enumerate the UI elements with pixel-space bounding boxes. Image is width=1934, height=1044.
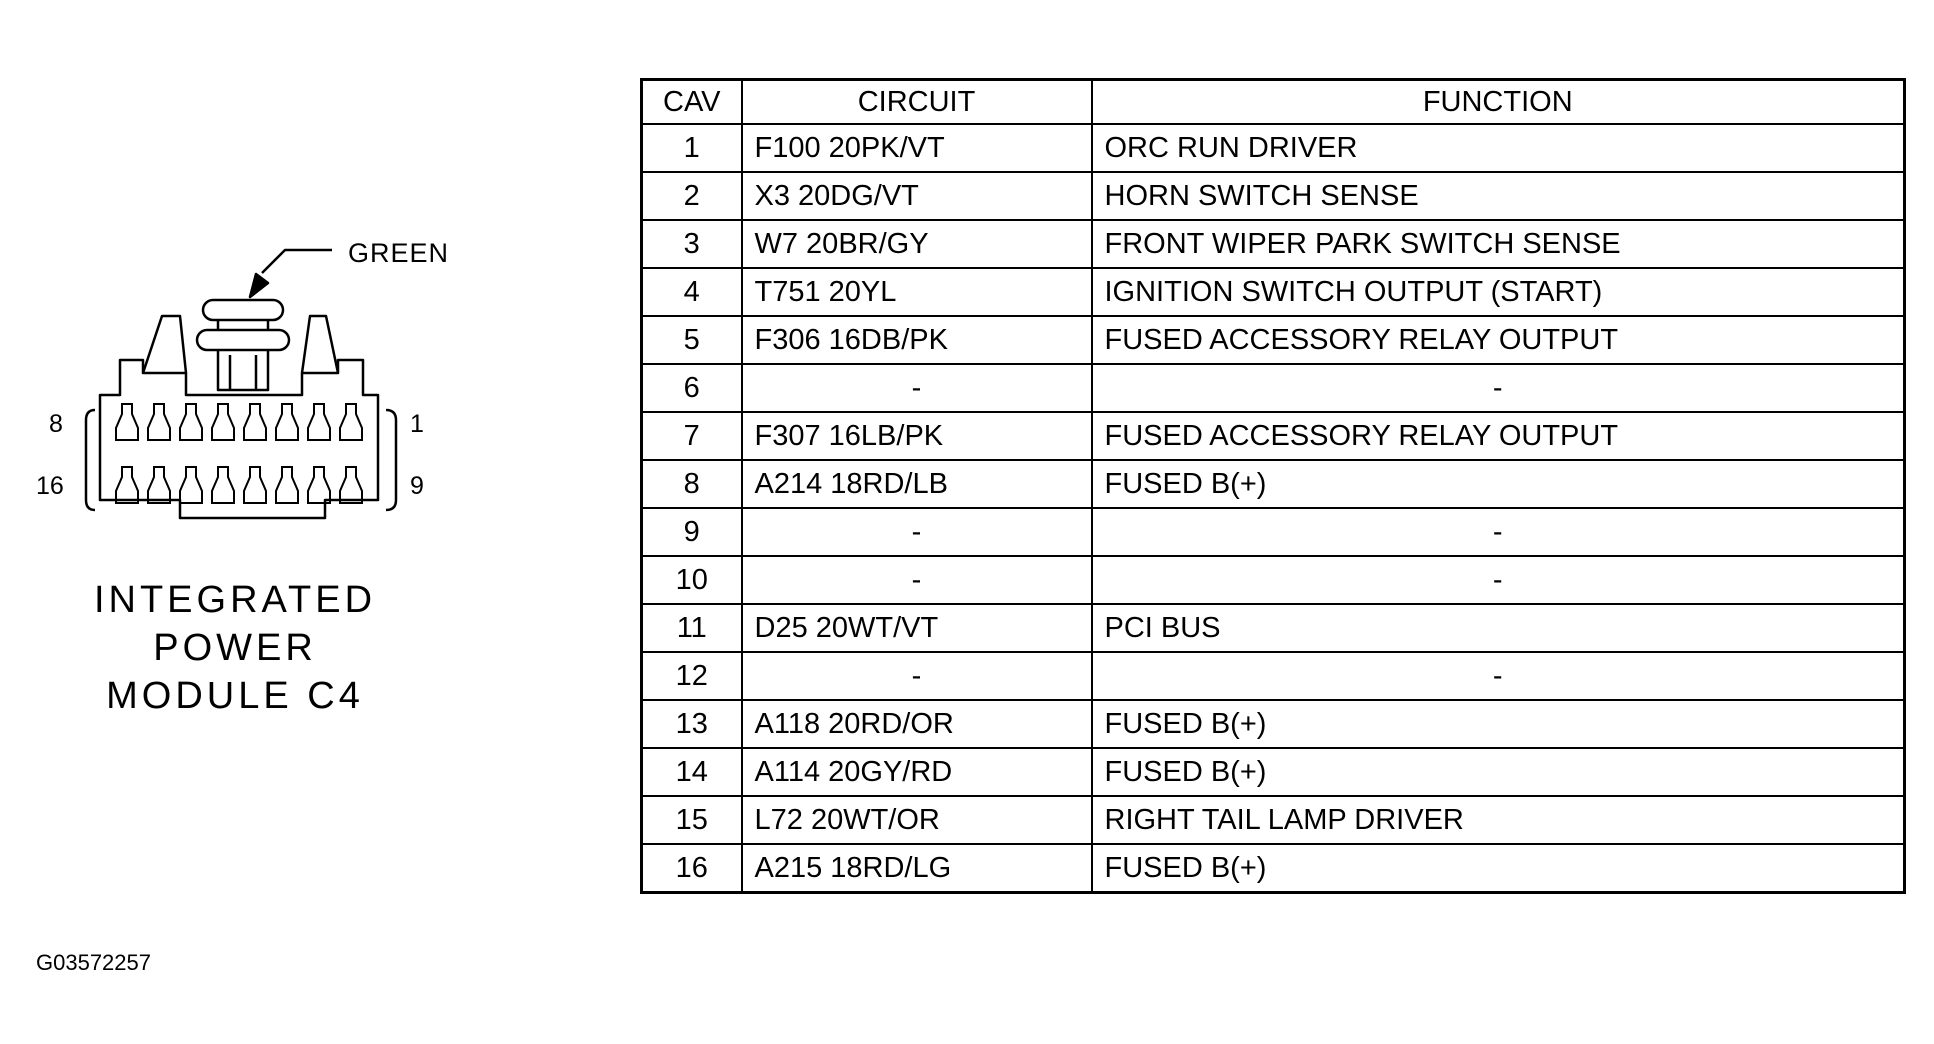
pin-cavity — [308, 404, 330, 440]
cell-cav: 7 — [642, 412, 742, 460]
connector-body — [100, 360, 378, 518]
table-row — [642, 652, 1905, 700]
pin-cavity — [180, 404, 202, 440]
pin-cavity — [308, 467, 330, 503]
cell-cav: 13 — [642, 700, 742, 748]
cell-circuit: L72 20WT/OR — [742, 796, 1092, 844]
left-rib — [143, 316, 186, 373]
cell-function: - — [1092, 652, 1905, 700]
cell-circuit: A215 18RD/LG — [742, 844, 1092, 893]
pin-cavity — [212, 467, 234, 503]
latch-base — [218, 350, 268, 390]
cell-function: FUSED B(+) — [1092, 748, 1905, 796]
cell-circuit: F307 16LB/PK — [742, 412, 1092, 460]
latch-base-inner — [230, 355, 256, 390]
right-rib — [302, 316, 338, 373]
module-title-line-1: INTEGRATED — [93, 579, 377, 621]
cell-function: - — [1092, 508, 1905, 556]
pin-cavity — [244, 404, 266, 440]
cell-cav: 3 — [642, 220, 742, 268]
cell-circuit: T751 20YL — [742, 268, 1092, 316]
header-function: FUNCTION — [1092, 80, 1905, 125]
cell-cav: 9 — [642, 508, 742, 556]
cell-function: FUSED ACCESSORY RELAY OUTPUT — [1092, 412, 1905, 460]
cell-circuit: A118 20RD/OR — [742, 700, 1092, 748]
cell-circuit: F100 20PK/VT — [742, 124, 1092, 172]
pin-cavity — [148, 467, 170, 503]
table-row — [642, 604, 1905, 652]
cell-function: - — [1092, 364, 1905, 412]
pin-label-bottom-left: 16 — [36, 472, 64, 500]
cell-cav: 11 — [642, 604, 742, 652]
header-cav: CAV — [642, 80, 742, 125]
table-row — [642, 220, 1905, 268]
cell-cav: 10 — [642, 556, 742, 604]
cell-cav: 6 — [642, 364, 742, 412]
cell-cav: 14 — [642, 748, 742, 796]
pin-label-top-left: 8 — [49, 410, 63, 438]
cell-circuit: D25 20WT/VT — [742, 604, 1092, 652]
header-circuit: CIRCUIT — [742, 80, 1092, 125]
pin-cavity — [212, 404, 234, 440]
table-row — [642, 316, 1905, 364]
cell-function: FUSED B(+) — [1092, 844, 1905, 893]
pinout-table — [640, 78, 1906, 894]
cell-function: PCI BUS — [1092, 604, 1905, 652]
module-title-line-3: MODULE C4 — [106, 675, 364, 717]
table-row — [642, 460, 1905, 508]
cell-cav: 4 — [642, 268, 742, 316]
cell-cav: 2 — [642, 172, 742, 220]
cell-circuit: A114 20GY/RD — [742, 748, 1092, 796]
pin-cavity — [340, 467, 362, 503]
pin-cavity — [340, 404, 362, 440]
pin-cavity — [180, 467, 202, 503]
cell-function: IGNITION SWITCH OUTPUT (START) — [1092, 268, 1905, 316]
pin-cavity — [276, 404, 298, 440]
table-row — [642, 748, 1905, 796]
cell-cav: 5 — [642, 316, 742, 364]
table-row — [642, 844, 1905, 893]
cell-circuit: - — [742, 652, 1092, 700]
latch-bottom — [197, 330, 289, 350]
cell-circuit: X3 20DG/VT — [742, 172, 1092, 220]
table-row — [642, 700, 1905, 748]
leader-line — [262, 250, 332, 273]
cell-cav: 1 — [642, 124, 742, 172]
pin-cavity — [116, 467, 138, 503]
connector-color-label: GREEN — [348, 238, 450, 268]
cell-cav: 16 — [642, 844, 742, 893]
table-header-row — [642, 80, 1905, 125]
cell-cav: 15 — [642, 796, 742, 844]
table-row — [642, 364, 1905, 412]
latch-top — [203, 300, 283, 320]
table-row — [642, 268, 1905, 316]
side-bracket-left — [86, 410, 95, 510]
pin-cavity — [244, 467, 266, 503]
table-row — [642, 508, 1905, 556]
cell-function: RIGHT TAIL LAMP DRIVER — [1092, 796, 1905, 844]
pin-cavity — [116, 404, 138, 440]
pin-label-bottom-right: 9 — [410, 472, 424, 500]
cell-function: HORN SWITCH SENSE — [1092, 172, 1905, 220]
leader-arrow — [250, 274, 268, 297]
side-bracket-right — [386, 410, 396, 510]
table-row — [642, 556, 1905, 604]
cell-circuit: - — [742, 556, 1092, 604]
pin-label-top-right: 1 — [410, 410, 424, 438]
cell-circuit: A214 18RD/LB — [742, 460, 1092, 508]
table-row — [642, 124, 1905, 172]
pin-cavities — [116, 404, 362, 503]
cell-function: FUSED ACCESSORY RELAY OUTPUT — [1092, 316, 1905, 364]
table-row — [642, 412, 1905, 460]
figure-code: G03572257 — [36, 950, 151, 975]
cell-function: FUSED B(+) — [1092, 460, 1905, 508]
table-row — [642, 172, 1905, 220]
cell-circuit: W7 20BR/GY — [742, 220, 1092, 268]
cell-function: FUSED B(+) — [1092, 700, 1905, 748]
cell-function: FRONT WIPER PARK SWITCH SENSE — [1092, 220, 1905, 268]
cell-circuit: - — [742, 364, 1092, 412]
cell-cav: 12 — [642, 652, 742, 700]
pin-cavity — [148, 404, 170, 440]
module-title-line-2: POWER — [153, 627, 317, 669]
cell-function: - — [1092, 556, 1905, 604]
cell-circuit: F306 16DB/PK — [742, 316, 1092, 364]
cell-function: ORC RUN DRIVER — [1092, 124, 1905, 172]
pin-cavity — [276, 467, 298, 503]
cell-circuit: - — [742, 508, 1092, 556]
table-row — [642, 796, 1905, 844]
cell-cav: 8 — [642, 460, 742, 508]
latch-neck — [218, 320, 268, 330]
